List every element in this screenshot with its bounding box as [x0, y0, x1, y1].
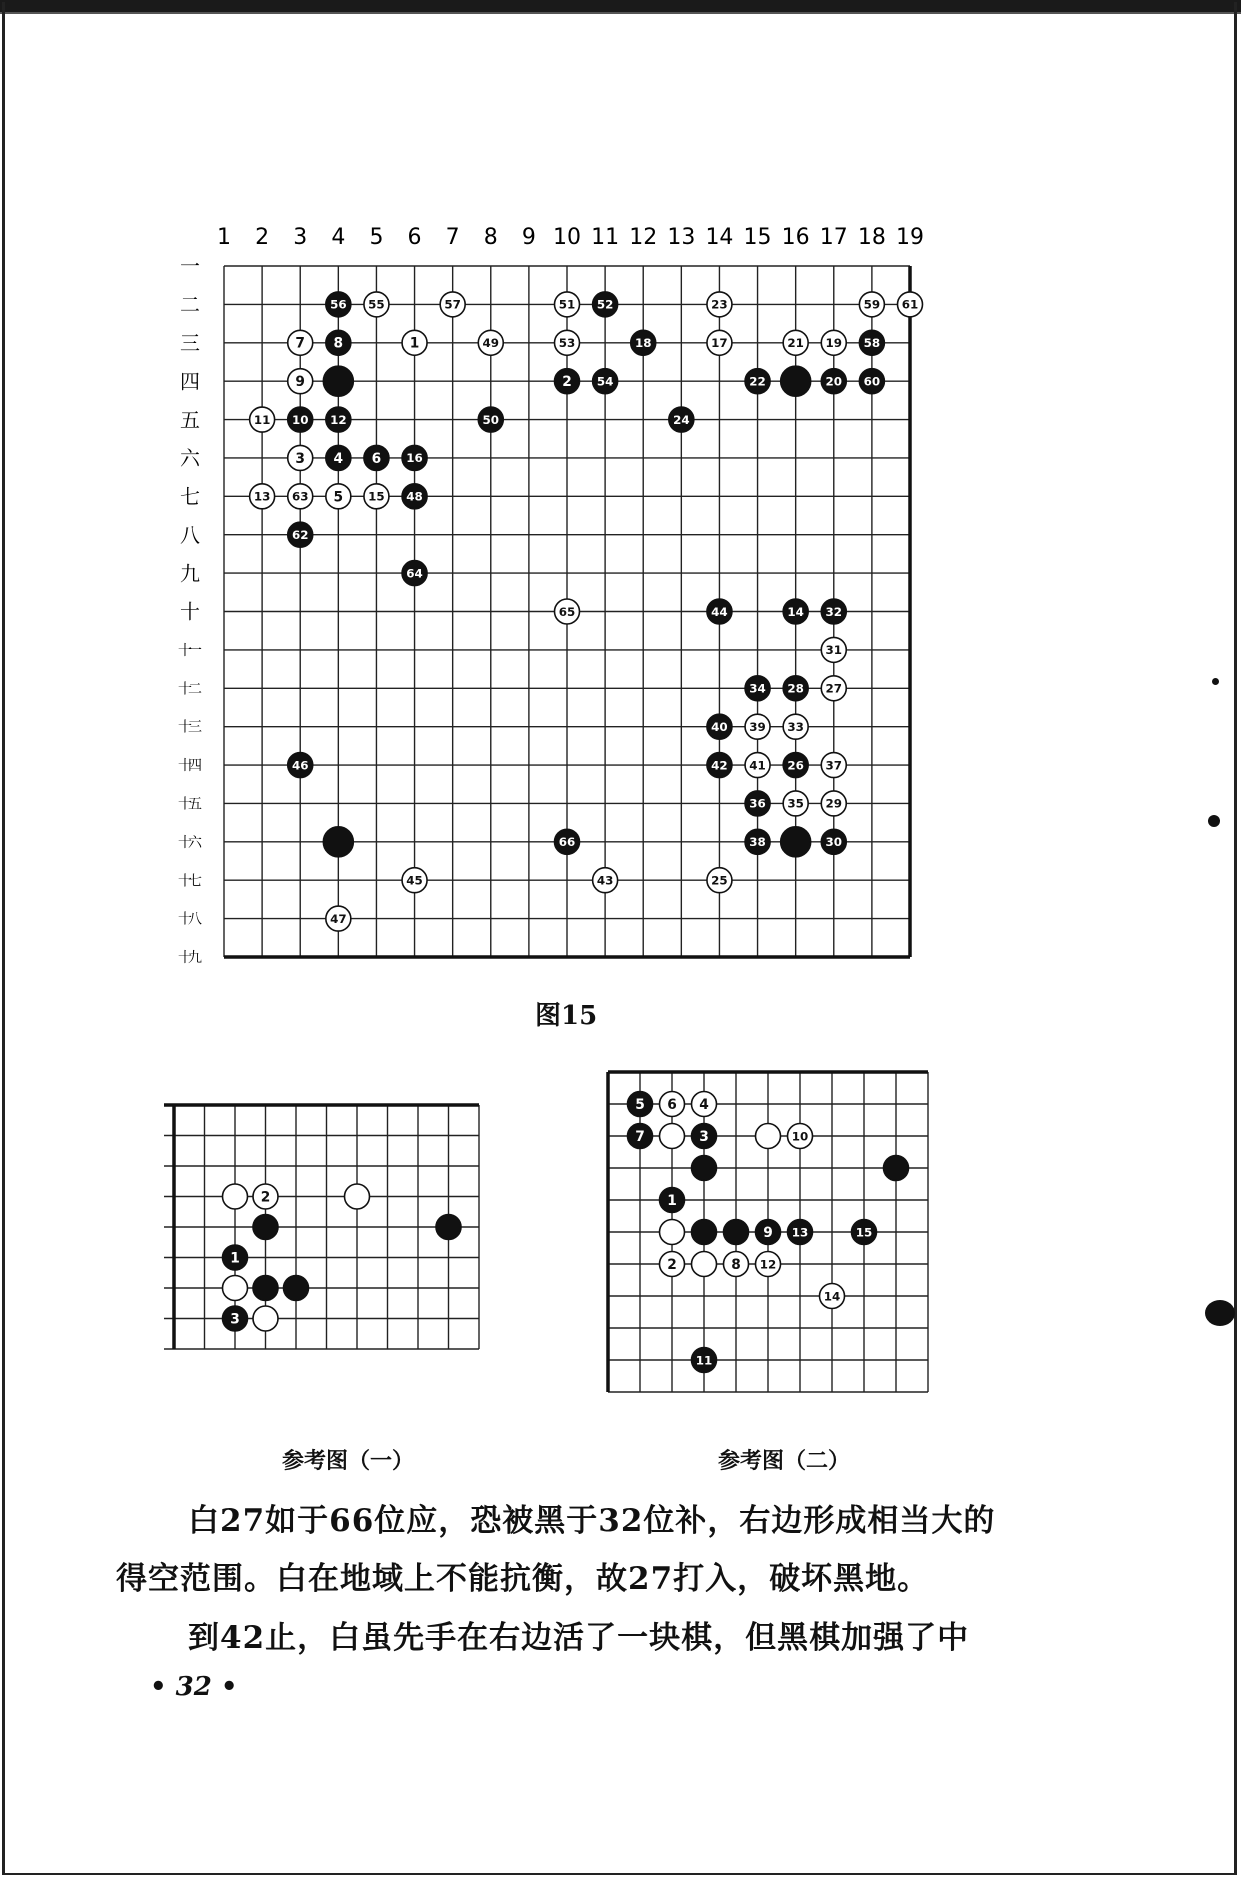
- main-stone-black: [402, 561, 427, 586]
- main-stone-label: 32: [825, 604, 843, 619]
- column-label: 18: [857, 225, 886, 250]
- column-label: 1: [217, 225, 231, 250]
- column-label: 6: [407, 225, 422, 250]
- column-label: 16: [781, 225, 810, 250]
- main-stone-white: [364, 484, 389, 509]
- main-stone-label: 29: [825, 796, 843, 811]
- main-stone-black: [781, 366, 811, 396]
- column-label: 15: [743, 225, 772, 250]
- main-stone-white: [478, 330, 503, 355]
- main-stone-white: [288, 445, 313, 470]
- main-stone-black: [555, 369, 580, 394]
- main-stone-black: [593, 369, 618, 394]
- ref1-stone-label: 2: [260, 1189, 271, 1206]
- main-stone-label: 8: [333, 335, 344, 352]
- main-stone-black: [326, 407, 351, 432]
- main-stone-black: [821, 599, 846, 624]
- main-stone-black: [669, 407, 694, 432]
- main-stone-label: 16: [406, 451, 423, 466]
- ref2-stone-label: 3: [699, 1128, 709, 1145]
- main-stone-black: [288, 522, 313, 547]
- ref1-stone-label: 1: [230, 1250, 240, 1267]
- ref2-stone-black: [788, 1220, 813, 1245]
- main-stone-white: [402, 868, 427, 893]
- main-stone-label: 54: [596, 374, 614, 389]
- main-stone-label: 18: [634, 336, 652, 351]
- ref2-stone-label: 12: [759, 1257, 777, 1272]
- ref2-stone-white: [820, 1284, 845, 1309]
- main-stone-label: 5: [333, 489, 344, 506]
- ref2-stone-label: 4: [699, 1096, 709, 1113]
- main-stone-label: 27: [825, 681, 843, 696]
- main-stone-white: [402, 330, 427, 355]
- ref1-stone-black: [253, 1276, 278, 1301]
- ref1-stone-white: [223, 1276, 248, 1301]
- main-stone-white: [440, 292, 465, 317]
- main-stone-white: [821, 637, 846, 662]
- column-label: 9: [521, 225, 536, 250]
- ref1-stone-black: [284, 1276, 309, 1301]
- main-stone-label: 60: [863, 374, 881, 389]
- main-stone-label: 51: [558, 297, 576, 312]
- main-stone-black: [783, 753, 808, 778]
- main-stone-black: [707, 714, 732, 739]
- main-stone-black: [478, 407, 503, 432]
- main-stone-white: [821, 791, 846, 816]
- main-stone-label: 44: [711, 604, 728, 619]
- main-stone-label: 47: [330, 911, 347, 926]
- ref2-stone-label: 11: [695, 1353, 713, 1368]
- row-label: 三: [180, 330, 200, 355]
- main-stone-white: [783, 330, 808, 355]
- main-stone-white: [364, 292, 389, 317]
- ref1-stone-black: [223, 1306, 248, 1331]
- column-label: 4: [331, 225, 346, 250]
- main-stone-white: [250, 407, 275, 432]
- figure-caption: 图15: [535, 1001, 598, 1031]
- column-label: 12: [629, 225, 658, 250]
- ref1-stone-black: [253, 1215, 278, 1240]
- main-stone-black: [288, 407, 313, 432]
- ref2-stone-white: [660, 1252, 685, 1277]
- row-label: 二: [180, 292, 200, 317]
- main-stone-white: [821, 676, 846, 701]
- main-stone-label: 9: [295, 374, 306, 391]
- column-label: 17: [819, 225, 848, 250]
- main-stone-white: [745, 753, 770, 778]
- ref2-stone-white: [660, 1124, 685, 1149]
- main-stone-white: [707, 330, 732, 355]
- main-stone-black: [707, 599, 732, 624]
- row-label: 十七: [178, 873, 202, 890]
- ref2-stone-white: [756, 1252, 781, 1277]
- main-stone-white: [783, 791, 808, 816]
- main-stone-label: 56: [330, 297, 347, 312]
- main-stone-black: [323, 366, 353, 396]
- main-stone-label: 22: [749, 374, 766, 389]
- row-label: 八: [180, 522, 200, 547]
- row-label: 十四: [178, 758, 202, 775]
- column-label: 14: [705, 225, 734, 250]
- ref1-stone-white: [345, 1184, 370, 1209]
- main-stone-label: 11: [253, 412, 271, 427]
- column-label: 3: [293, 225, 308, 250]
- page-number: • 32 •: [150, 1672, 238, 1702]
- main-stone-white: [555, 330, 580, 355]
- ref2-stone-black: [756, 1220, 781, 1245]
- main-stone-label: 23: [711, 297, 728, 312]
- main-stone-label: 21: [787, 336, 804, 351]
- main-stone-white: [593, 868, 618, 893]
- main-stone-black: [821, 829, 846, 854]
- main-stone-label: 45: [406, 873, 423, 888]
- main-stone-label: 63: [291, 489, 309, 504]
- main-stone-white: [745, 714, 770, 739]
- main-stone-label: 26: [787, 758, 804, 773]
- ref2-stone-white: [788, 1124, 813, 1149]
- row-label: 九: [180, 561, 200, 586]
- row-label: 十三: [178, 719, 202, 736]
- ref2-stone-white: [660, 1092, 685, 1117]
- ref2-stone-white: [660, 1220, 685, 1245]
- main-stone-label: 4: [333, 450, 344, 467]
- main-stone-white: [288, 484, 313, 509]
- column-label: 5: [369, 225, 384, 250]
- main-stone-label: 37: [825, 758, 843, 773]
- main-stone-black: [593, 292, 618, 317]
- ref2-stone-label: 6: [667, 1096, 677, 1113]
- main-stone-black: [402, 484, 427, 509]
- main-stone-white: [250, 484, 275, 509]
- column-label: 13: [667, 225, 696, 250]
- ref1-stone-label: 3: [230, 1311, 240, 1328]
- column-label: 7: [445, 225, 460, 250]
- row-label: 十: [180, 599, 200, 624]
- paragraph-line-3: 到42止，白虽先手在右边活了一块棋，但黑棋加强了中: [188, 1620, 970, 1656]
- main-stone-label: 34: [749, 681, 766, 696]
- main-stone-label: 55: [368, 297, 385, 312]
- main-stone-label: 48: [406, 489, 423, 504]
- main-stone-label: 64: [406, 566, 423, 581]
- main-stone-white: [783, 714, 808, 739]
- row-label: 十八: [178, 911, 202, 928]
- column-label: 11: [591, 225, 620, 250]
- row-label: 十九: [178, 950, 202, 967]
- ref2-stone-label: 1: [667, 1192, 677, 1209]
- ref2-stone-label: 14: [823, 1289, 841, 1304]
- ref2-stone-black: [692, 1220, 717, 1245]
- ref1-stone-black: [223, 1245, 248, 1270]
- main-stone-label: 14: [787, 604, 804, 619]
- main-stone-label: 42: [711, 758, 728, 773]
- main-stone-label: 36: [749, 796, 766, 811]
- main-stone-black: [859, 330, 884, 355]
- main-stone-label: 59: [863, 297, 881, 312]
- main-stone-label: 28: [787, 681, 804, 696]
- row-label: 一: [180, 254, 200, 279]
- main-stone-white: [859, 292, 884, 317]
- main-stone-label: 1: [409, 335, 420, 352]
- main-stone-label: 25: [711, 873, 728, 888]
- row-label: 十六: [178, 834, 202, 851]
- main-stone-label: 35: [787, 796, 804, 811]
- row-label: 四: [180, 369, 200, 394]
- main-stone-white: [555, 599, 580, 624]
- main-stone-black: [859, 369, 884, 394]
- main-stone-label: 30: [825, 835, 843, 850]
- main-stone-label: 41: [749, 758, 766, 773]
- ref2-stone-white: [692, 1252, 717, 1277]
- row-label: 五: [180, 407, 200, 432]
- ink-smudge: [1205, 1300, 1235, 1326]
- main-stone-label: 62: [291, 527, 309, 542]
- paragraph-line-1: 白27如于66位应，恐被黑于32位补，右边形成相当大的: [188, 1503, 996, 1539]
- ref2-stone-black: [692, 1124, 717, 1149]
- ref1-stone-white: [223, 1184, 248, 1209]
- ref2-stone-label: 7: [635, 1128, 645, 1145]
- ref2-stone-label: 8: [731, 1256, 741, 1273]
- main-stone-label: 13: [253, 489, 271, 504]
- main-stone-black: [323, 827, 353, 857]
- column-label: 10: [553, 225, 581, 250]
- main-stone-black: [783, 599, 808, 624]
- main-stone-label: 40: [711, 719, 728, 734]
- main-stone-black: [631, 330, 656, 355]
- column-label: 8: [483, 225, 498, 250]
- ref2-stone-black: [724, 1220, 749, 1245]
- main-stone-black: [326, 445, 351, 470]
- ref2-stone-black: [692, 1156, 717, 1181]
- row-label: 十二: [178, 681, 202, 698]
- main-stone-label: 19: [825, 336, 843, 351]
- row-label: 十一: [178, 642, 202, 659]
- main-stone-label: 57: [444, 297, 461, 312]
- main-stone-black: [745, 791, 770, 816]
- main-stone-black: [821, 369, 846, 394]
- reference-caption-1: 参考图（一）: [282, 1448, 415, 1474]
- main-stone-label: 52: [596, 297, 614, 312]
- reference-board-2: [600, 1060, 950, 1420]
- main-stone-black: [326, 292, 351, 317]
- main-stone-label: 39: [749, 719, 766, 734]
- main-stone-black: [364, 445, 389, 470]
- main-stone-label: 24: [673, 412, 690, 427]
- ref1-stone-white: [253, 1306, 278, 1331]
- main-stone-white: [555, 292, 580, 317]
- main-stone-label: 20: [825, 374, 843, 389]
- main-stone-label: 17: [711, 336, 728, 351]
- main-stone-label: 3: [295, 450, 306, 467]
- paragraph-line-2: 得空范围。白在地域上不能抗衡，故27打入，破坏黑地。: [116, 1561, 930, 1597]
- ref2-stone-label: 10: [791, 1129, 809, 1144]
- main-stone-label: 46: [291, 758, 309, 773]
- main-stone-black: [745, 676, 770, 701]
- ref2-stone-black: [660, 1188, 685, 1213]
- main-stone-black: [783, 676, 808, 701]
- main-stone-black: [326, 330, 351, 355]
- main-stone-black: [555, 829, 580, 854]
- ref2-stone-white: [692, 1092, 717, 1117]
- main-stone-label: 58: [863, 336, 881, 351]
- main-stone-white: [821, 330, 846, 355]
- main-stone-black: [745, 829, 770, 854]
- main-stone-white: [288, 369, 313, 394]
- ref2-stone-label: 9: [763, 1224, 773, 1241]
- main-stone-label: 10: [291, 412, 309, 427]
- main-stone-label: 12: [330, 412, 347, 427]
- main-stone-white: [326, 484, 351, 509]
- ref2-stone-label: 13: [791, 1225, 809, 1240]
- main-stone-label: 6: [371, 450, 382, 467]
- main-stone-label: 66: [558, 835, 576, 850]
- reference-caption-2: 参考图（二）: [718, 1448, 851, 1474]
- ref2-stone-label: 5: [635, 1096, 645, 1113]
- ref2-stone-white: [756, 1124, 781, 1149]
- ref2-stone-black: [628, 1092, 653, 1117]
- row-label: 七: [180, 484, 200, 509]
- ref2-stone-label: 15: [855, 1225, 873, 1240]
- ref2-stone-black: [884, 1156, 909, 1181]
- row-label: 十五: [178, 796, 202, 813]
- main-stone-black: [707, 753, 732, 778]
- main-stone-white: [821, 753, 846, 778]
- main-stone-white: [707, 868, 732, 893]
- main-stone-label: 31: [825, 643, 843, 658]
- main-stone-label: 65: [558, 604, 576, 619]
- row-label: 六: [180, 446, 200, 471]
- main-stone-black: [781, 827, 811, 857]
- ref2-stone-white: [724, 1252, 749, 1277]
- ref2-stone-label: 2: [667, 1256, 677, 1273]
- main-stone-label: 7: [295, 335, 306, 352]
- column-label: 2: [255, 225, 270, 250]
- main-stone-black: [745, 369, 770, 394]
- main-stone-white: [326, 906, 351, 931]
- main-stone-label: 38: [749, 835, 766, 850]
- reference-board-1: [150, 1090, 520, 1360]
- ref1-stone-black: [436, 1215, 461, 1240]
- main-stone-label: 2: [562, 374, 572, 391]
- main-stone-label: 43: [596, 873, 614, 888]
- main-stone-label: 53: [558, 336, 576, 351]
- main-stone-label: 49: [482, 336, 500, 351]
- ref2-stone-black: [692, 1348, 717, 1373]
- ref2-stone-black: [852, 1220, 877, 1245]
- main-stone-white: [288, 330, 313, 355]
- main-stone-white: [898, 292, 923, 317]
- main-stone-label: 50: [482, 412, 500, 427]
- main-stone-label: 33: [787, 719, 804, 734]
- ink-smudge: [1208, 815, 1220, 827]
- ink-smudge: [1212, 678, 1219, 685]
- ref2-stone-black: [628, 1124, 653, 1149]
- main-stone-label: 61: [901, 297, 919, 312]
- main-stone-white: [707, 292, 732, 317]
- main-stone-black: [288, 753, 313, 778]
- column-label: 19: [896, 225, 924, 250]
- main-stone-label: 15: [368, 489, 385, 504]
- ref1-stone-white: [253, 1184, 278, 1209]
- main-stone-black: [402, 445, 427, 470]
